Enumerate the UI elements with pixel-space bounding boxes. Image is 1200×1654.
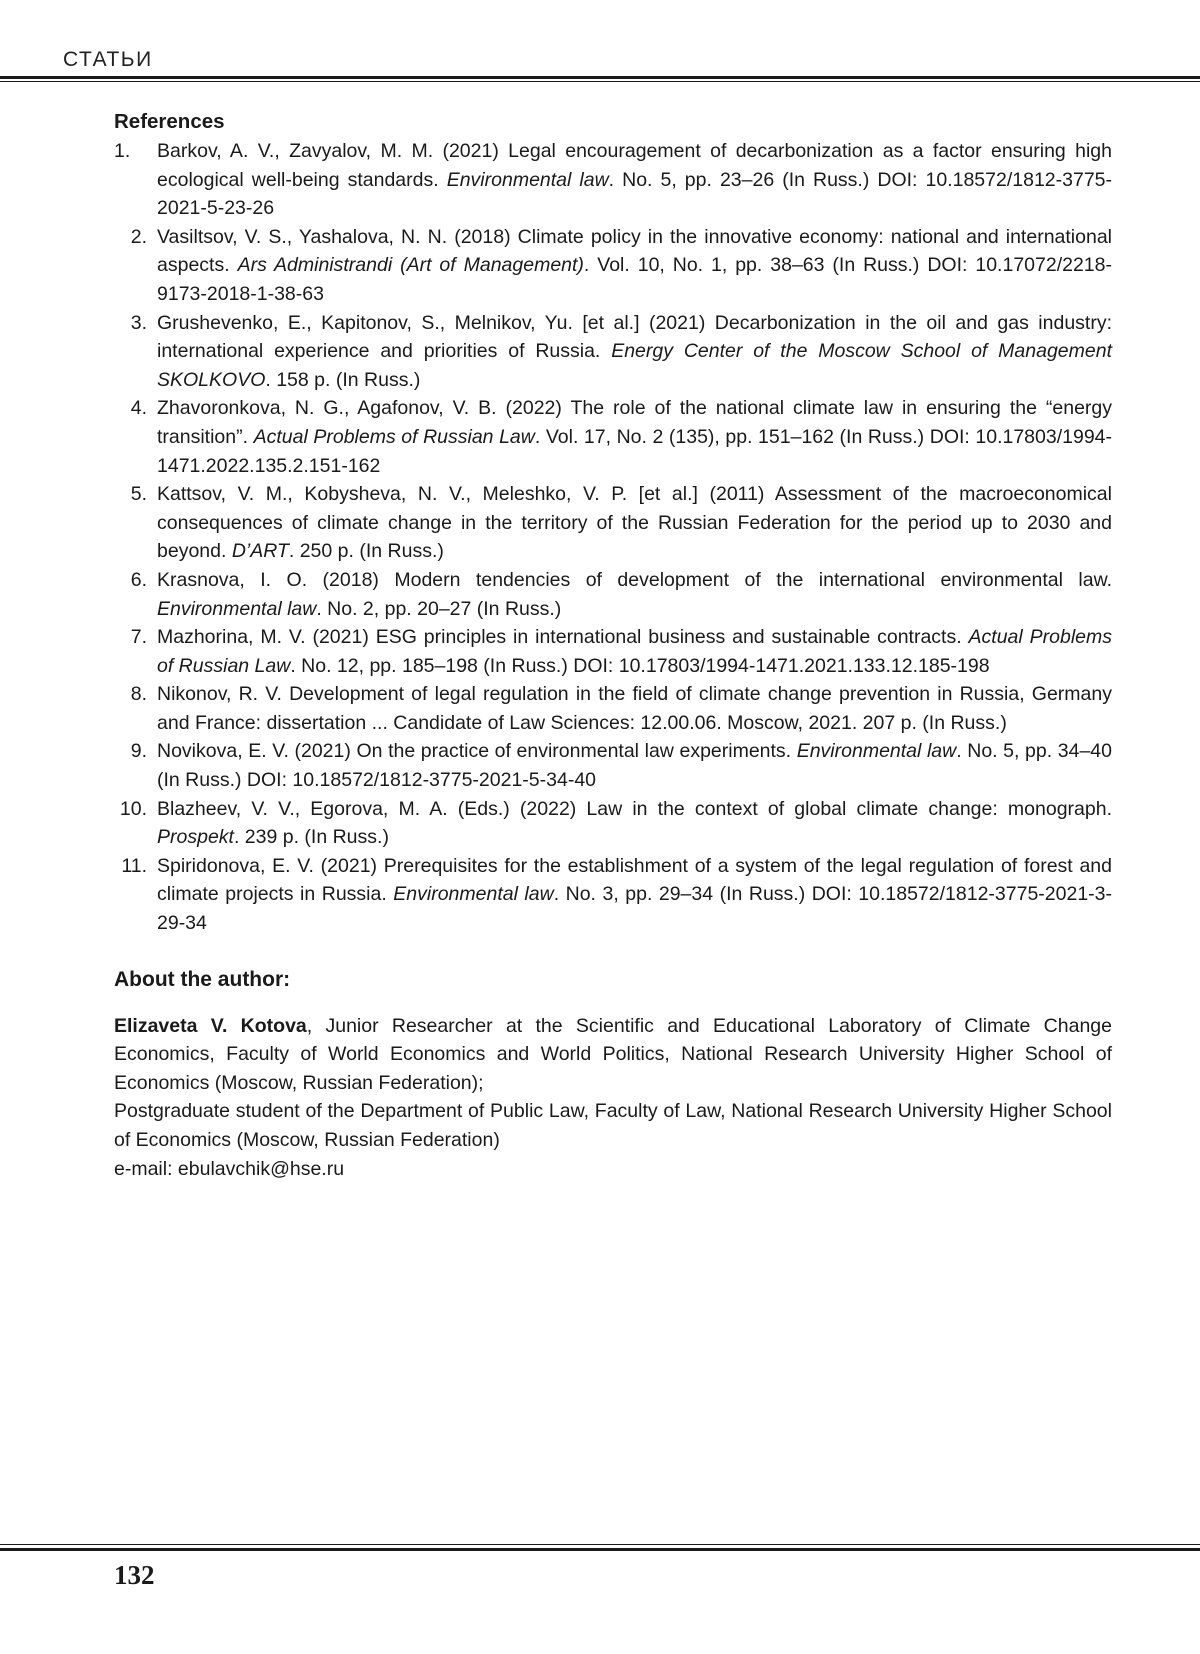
reference-number: 10.: [114, 795, 147, 824]
reference-source: Environmental law: [447, 169, 609, 191]
reference-number: 2.: [114, 223, 147, 252]
reference-details: . No. 12, pp. 185–198 (In Russ.) DOI: 10.17803/1994-1471.2021.133.12.185-198: [290, 655, 989, 677]
reference-source: Actual Problems of Russian Law: [254, 426, 535, 448]
reference-text: Spiridonova, E. V. (2021) Prerequisites for the establishment of a system of the legal regulation of forest and climate projects in Russia.: [157, 855, 1112, 906]
reference-item: [114, 680, 1112, 737]
reference-number: 11.: [114, 852, 147, 881]
reference-item: [114, 309, 1112, 395]
reference-number: 9.: [114, 737, 147, 766]
reference-item: [114, 137, 1112, 223]
reference-details: . 250 p. (In Russ.): [289, 540, 444, 562]
reference-source: Energy Center of the Moscow School of Management SKOLKOVO: [157, 340, 1112, 391]
reference-item: [114, 623, 1112, 680]
reference-details: . No. 5, pp. 34–40 (In Russ.) DOI: 10.18572/1812-3775-2021-5-34-40: [157, 740, 1112, 791]
reference-text: Barkov, A. V., Zavyalov, M. M. (2021) Legal encouragement of decarbonization as a factor ensuring high ecological well-being standards.: [157, 140, 1112, 191]
author-email: e-mail: ebulavchik@hse.ru: [114, 1155, 1112, 1184]
reference-source: Environmental law: [157, 598, 316, 620]
reference-item: [114, 480, 1112, 566]
reference-source: Prospekt: [157, 826, 234, 848]
reference-item: [114, 566, 1112, 623]
author-affiliation-2: Postgraduate student of the Department of Public Law, Faculty of Law, National Research University Higher School of Economics (Moscow, Russian Federation): [114, 1097, 1112, 1154]
reference-text: Mazhorina, M. V. (2021) ESG principles in international business and sustainable contracts.: [157, 626, 969, 648]
footer-rule-thin: [0, 1544, 1200, 1545]
reference-source: Actual Problems of Russian Law: [157, 626, 1112, 677]
page-number: 132: [114, 1560, 155, 1591]
reference-text: Krasnova, I. O. (2018) Modern tendencies of development of the international environmental law.: [157, 569, 1112, 591]
reference-item: [114, 852, 1112, 938]
references-heading: References: [114, 108, 1112, 136]
reference-item: [114, 394, 1112, 480]
reference-source: Environmental law: [393, 883, 553, 905]
reference-item: [114, 737, 1112, 794]
reference-source: D’ART: [232, 540, 289, 562]
about-author: [114, 1012, 1112, 1184]
references-list: [114, 137, 1112, 938]
reference-text: Nikonov, R. V. Development of legal regulation in the field of climate change prevention in Russia, Germany and France: dissertation ... Candidate of Law Sciences: 12.00.06. Moscow, 2021. 207 p. (In Russ.): [157, 683, 1112, 734]
reference-details: . 158 p. (In Russ.): [265, 369, 420, 391]
reference-details: . No. 2, pp. 20–27 (In Russ.): [316, 598, 561, 620]
reference-item: [114, 223, 1112, 309]
reference-details: . No. 5, pp. 23–26 (In Russ.) DOI: 10.18572/1812-3775-2021-5-23-26: [157, 169, 1112, 220]
reference-text: Grushevenko, E., Kapitonov, S., Melnikov, Yu. [et al.] (2021) Decarbonization in the oil and gas industry: international experience and priorities of Russia.: [157, 312, 1112, 363]
reference-text: Zhavoronkova, N. G., Agafonov, V. B. (2022) The role of the national climate law in ensuring the “energy transition”.: [157, 397, 1112, 448]
header-rule-thin: [0, 81, 1200, 82]
about-author-heading: About the author:: [114, 965, 1112, 995]
running-head: СТАТЬИ: [63, 48, 153, 72]
header-rule-thick: [0, 76, 1200, 79]
reference-details: . No. 3, pp. 29–34 (In Russ.) DOI: 10.18572/1812-3775-2021-3-29-34: [157, 883, 1112, 934]
reference-number: 1.: [114, 137, 147, 166]
author-affiliation-1: , Junior Researcher at the Scientific and Educational Laboratory of Climate Change Economics, Faculty of World Economics and World Politics, National Research University Higher School of Economics (Moscow, Russian Federation);: [114, 1015, 1112, 1094]
reference-number: 7.: [114, 623, 147, 652]
reference-number: 5.: [114, 480, 147, 509]
reference-source: Ars Administrandi (Art of Management): [238, 254, 584, 276]
reference-text: Kattsov, V. M., Kobysheva, N. V., Meleshko, V. P. [et al.] (2011) Assessment of the macroeconomical consequences of climate change in the territory of the Russian Federation for the period up to 2030 and beyond.: [157, 483, 1112, 562]
page-content: [114, 108, 1112, 1183]
reference-number: 8.: [114, 680, 147, 709]
reference-number: 6.: [114, 566, 147, 595]
reference-text: Blazheev, V. V., Egorova, M. A. (Eds.) (2022) Law in the context of global climate change: monograph.: [157, 798, 1112, 820]
reference-number: 3.: [114, 309, 147, 338]
author-bio: [114, 1012, 1112, 1098]
reference-text: Novikova, E. V. (2021) On the practice of environmental law experiments.: [157, 740, 797, 762]
footer-rule-thick: [0, 1548, 1200, 1551]
reference-text: Vasiltsov, V. S., Yashalova, N. N. (2018) Climate policy in the innovative economy: national and international aspects.: [157, 226, 1112, 277]
reference-source: Environmental law: [797, 740, 957, 762]
reference-details: . Vol. 17, No. 2 (135), pp. 151–162 (In Russ.) DOI: 10.17803/1994-1471.2022.135.2.151-162: [157, 426, 1112, 477]
reference-number: 4.: [114, 394, 147, 423]
reference-details: . 239 p. (In Russ.): [234, 826, 389, 848]
reference-details: . Vol. 10, No. 1, pp. 38–63 (In Russ.) DOI: 10.17072/2218-9173-2018-1-38-63: [157, 254, 1112, 305]
reference-item: [114, 795, 1112, 852]
author-name: Elizaveta V. Kotova: [114, 1015, 307, 1037]
